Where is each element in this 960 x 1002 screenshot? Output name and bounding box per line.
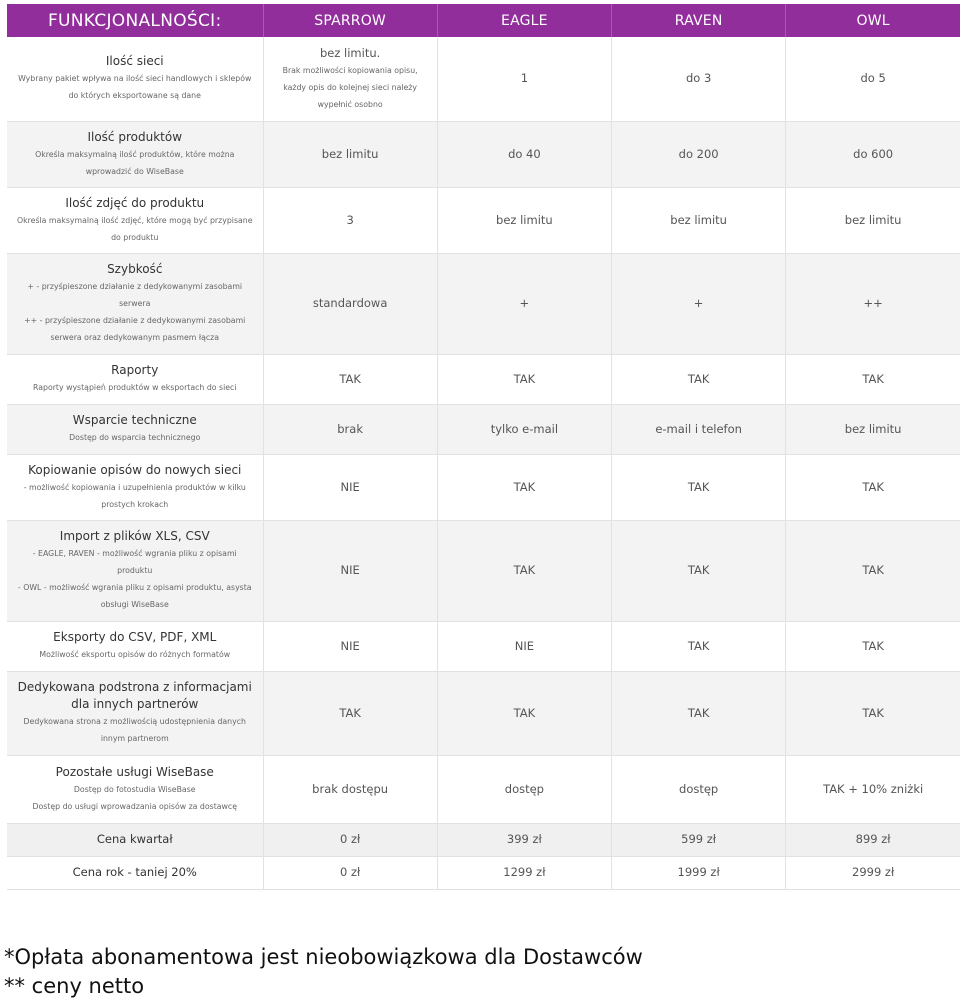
value-cell-eagle: [437, 671, 611, 755]
feature-name: Wsparcie techniczne: [72, 413, 197, 427]
feature-cell: [7, 454, 263, 520]
price-cell-owl: [786, 856, 960, 889]
feature-description: serwera: [119, 299, 151, 308]
value-cell-raven: [612, 187, 786, 253]
plan-value: brak dostępu: [312, 781, 389, 796]
header-plan-owl: OWL: [786, 4, 960, 37]
plan-value: TAK: [862, 705, 884, 720]
feature-cell: [7, 121, 263, 187]
feature-description: produktu: [117, 566, 153, 575]
value-cell-eagle: [437, 520, 611, 621]
table-row: [7, 121, 960, 187]
feature-description: - EAGLE, RAVEN - możliwość wgrania pliku z opisami: [32, 549, 237, 558]
value-cell-raven: [612, 121, 786, 187]
value-cell-sparrow: [263, 454, 437, 520]
value-cell-owl: [786, 671, 960, 755]
value-cell-owl: [786, 755, 960, 823]
plan-value: brak: [337, 421, 363, 436]
plan-value: TAK: [513, 479, 536, 494]
plan-value: do 3: [685, 71, 712, 86]
table-row: [7, 354, 960, 404]
header-features: FUNKCJONALNOŚCI:: [7, 4, 263, 37]
value-cell-sparrow: [263, 253, 437, 354]
plan-value: ++: [863, 296, 883, 310]
price-value: 899 zł: [855, 832, 891, 846]
value-cell-sparrow: [263, 404, 437, 454]
plan-value: TAK: [862, 638, 884, 653]
feature-description: Dostęp do fotostudia WiseBase: [73, 784, 196, 794]
feature-name: Import z plików XLS, CSV: [59, 529, 210, 543]
feature-description: prostych krokach: [101, 499, 169, 509]
feature-cell: [7, 621, 263, 671]
feature-description: ++ - przyśpieszone działanie z dedykowanymi zasobami: [24, 316, 246, 325]
plan-value: +: [519, 296, 530, 310]
price-value: 0 zł: [339, 865, 361, 879]
value-cell-sparrow: [263, 37, 437, 121]
price-cell-sparrow: [263, 856, 437, 889]
value-cell-raven: [612, 520, 786, 621]
plan-value: TAK: [687, 705, 710, 720]
value-cell-sparrow: [263, 755, 437, 823]
price-value: 2999 zł: [852, 865, 895, 879]
feature-cell: [7, 187, 263, 253]
plan-value: 1: [520, 71, 529, 86]
value-cell-sparrow: [263, 121, 437, 187]
plan-value-note: Brak możliwości kopiowania opisu,: [282, 65, 418, 75]
plan-value-note: wypełnić osobno: [317, 99, 383, 109]
price-cell-owl: [786, 823, 960, 856]
feature-description: innym partnerom: [100, 734, 169, 743]
plan-value: TAK: [339, 705, 361, 720]
plan-value: TAK: [862, 563, 884, 577]
price-value: 399 zł: [506, 832, 542, 846]
value-cell-eagle: [437, 253, 611, 354]
value-cell-owl: [786, 621, 960, 671]
feature-cell: [7, 37, 263, 121]
table-header: [7, 4, 960, 37]
plan-value: do 40: [508, 146, 541, 161]
plan-value: TAK: [513, 563, 536, 577]
value-cell-raven: [612, 454, 786, 520]
plan-value: do 5: [860, 71, 886, 86]
plan-value: NIE: [340, 563, 360, 577]
value-cell-raven: [612, 671, 786, 755]
table-row: [7, 187, 960, 253]
feature-cell: [7, 253, 263, 354]
header-plan-raven: RAVEN: [612, 4, 786, 37]
plan-value: bez limitu: [844, 421, 902, 436]
plan-value: TAK: [339, 371, 361, 386]
value-cell-raven: [612, 755, 786, 823]
value-cell-eagle: [437, 37, 611, 121]
price-cell-eagle: [437, 823, 611, 856]
feature-description: - możliwość kopiowania i uzupełnienia produktów w kilku: [23, 482, 246, 492]
price-value: 1299 zł: [503, 865, 546, 879]
price-cell-eagle: [437, 856, 611, 889]
feature-name: Dedykowana podstrona z informacjami dla innych partnerów: [17, 680, 252, 711]
feature-description: Określa maksymalną ilość produktów, które można: [35, 149, 235, 159]
price-value: 1999 zł: [677, 865, 720, 879]
price-row: [7, 823, 960, 856]
price-cell-raven: [612, 823, 786, 856]
plan-value: bez limitu.: [319, 45, 381, 60]
footnote: *Opłata abonamentowa jest nieobowiązkowa dla Dostawców: [4, 945, 643, 969]
header-plan-eagle: EAGLE: [437, 4, 611, 37]
value-cell-raven: [612, 621, 786, 671]
plan-value: TAK: [687, 479, 710, 494]
feature-cell: [7, 520, 263, 621]
plan-value: standardowa: [312, 296, 388, 310]
feature-description: Raporty wystąpień produktów w eksportach do sieci: [32, 383, 237, 392]
value-cell-raven: [612, 37, 786, 121]
plan-value: bez limitu: [496, 212, 553, 227]
value-cell-owl: [786, 454, 960, 520]
plan-value: do 600: [853, 146, 894, 161]
table-row: [7, 454, 960, 520]
feature-description: serwera oraz dedykowanym pasmem łącza: [50, 333, 220, 342]
feature-name: Szybkość: [107, 262, 163, 276]
plan-value: TAK: [513, 705, 536, 720]
feature-name: Ilość produktów: [87, 129, 183, 144]
value-cell-eagle: [437, 121, 611, 187]
value-cell-raven: [612, 253, 786, 354]
plan-value: +: [693, 296, 704, 310]
table-row: [7, 671, 960, 755]
value-cell-sparrow: [263, 187, 437, 253]
value-cell-eagle: [437, 755, 611, 823]
feature-name: Ilość zdjęć do produktu: [65, 195, 205, 210]
value-cell-owl: [786, 253, 960, 354]
table-row: [7, 520, 960, 621]
value-cell-raven: [612, 404, 786, 454]
plan-value: NIE: [340, 479, 360, 494]
value-cell-sparrow: [263, 621, 437, 671]
feature-name: Raporty: [111, 363, 159, 377]
value-cell-raven: [612, 354, 786, 404]
pricing-table: [7, 4, 960, 890]
value-cell-eagle: [437, 187, 611, 253]
feature-cell: [7, 354, 263, 404]
plan-value: dostęp: [679, 781, 719, 796]
value-cell-owl: [786, 520, 960, 621]
feature-description: Dostęp do usługi wprowadzania opisów za dostawcę: [32, 801, 238, 811]
plan-value: NIE: [340, 638, 360, 653]
feature-name: Eksporty do CSV, PDF, XML: [53, 630, 217, 644]
price-cell-sparrow: [263, 823, 437, 856]
table-row: [7, 755, 960, 823]
plan-value: TAK: [687, 371, 710, 386]
value-cell-owl: [786, 37, 960, 121]
price-label: Cena rok - taniej 20%: [72, 865, 197, 879]
value-cell-eagle: [437, 621, 611, 671]
table-row: [7, 253, 960, 354]
value-cell-sparrow: [263, 671, 437, 755]
feature-description: Określa maksymalną ilość zdjęć, które mogą być przypisane: [16, 215, 253, 225]
plan-value: dostęp: [504, 781, 544, 796]
feature-description: do produktu: [111, 232, 159, 242]
table-row: [7, 404, 960, 454]
feature-cell: [7, 755, 263, 823]
price-cell-raven: [612, 856, 786, 889]
price-label-cell: [7, 856, 263, 889]
plan-value: bez limitu: [844, 212, 902, 227]
feature-description: - OWL - możliwość wgrania pliku z opisami produktu, asysta: [17, 583, 252, 592]
feature-cell: [7, 671, 263, 755]
table-row: [7, 621, 960, 671]
footnote: ** ceny netto: [4, 974, 145, 998]
value-cell-owl: [786, 121, 960, 187]
feature-description: + - przyśpieszone działanie z dedykowanymi zasobami: [27, 282, 243, 291]
feature-description: Wybrany pakiet wpływa na ilość sieci handlowych i sklepów: [18, 74, 252, 84]
plan-value: TAK + 10% zniżki: [823, 781, 924, 796]
feature-name: Pozostałe usługi WiseBase: [55, 764, 214, 779]
value-cell-sparrow: [263, 354, 437, 404]
plan-value: bez limitu: [321, 146, 379, 161]
price-label: Cena kwartał: [96, 832, 173, 846]
value-cell-owl: [786, 354, 960, 404]
plan-value: TAK: [687, 638, 710, 653]
plan-value: TAK: [513, 371, 536, 386]
value-cell-eagle: [437, 354, 611, 404]
plan-value: do 200: [678, 146, 719, 161]
feature-description: Dostęp do wsparcia technicznego: [69, 433, 201, 442]
feature-description: Możliwość eksportu opisów do różnych formatów: [39, 650, 231, 659]
price-value: 599 zł: [681, 832, 717, 846]
feature-description: obsługi WiseBase: [100, 600, 169, 609]
plan-value: TAK: [862, 371, 884, 386]
plan-value: tylko e-mail: [490, 421, 559, 436]
value-cell-eagle: [437, 404, 611, 454]
value-cell-sparrow: [263, 520, 437, 621]
header-plan-sparrow: SPARROW: [263, 4, 437, 37]
price-value: 0 zł: [339, 832, 361, 846]
plan-value: bez limitu: [670, 212, 727, 227]
value-cell-owl: [786, 187, 960, 253]
price-label-cell: [7, 823, 263, 856]
plan-value: TAK: [687, 563, 710, 577]
plan-value-note: każdy opis do kolejnej sieci należy: [283, 82, 418, 92]
feature-description: do których eksportowane są dane: [68, 91, 201, 101]
table-row: [7, 37, 960, 121]
price-row: [7, 856, 960, 889]
value-cell-eagle: [437, 454, 611, 520]
feature-cell: [7, 404, 263, 454]
feature-description: Dedykowana strona z możliwością udostępnienia danych: [23, 717, 246, 726]
plan-value: NIE: [514, 638, 534, 653]
footnotes: [4, 943, 643, 1001]
feature-name: Ilość sieci: [105, 54, 164, 69]
plan-value: e-mail i telefon: [655, 421, 742, 436]
plan-value: TAK: [862, 479, 884, 494]
value-cell-owl: [786, 404, 960, 454]
feature-name: Kopiowanie opisów do nowych sieci: [28, 462, 242, 477]
feature-description: wprowadzić do WiseBase: [85, 166, 184, 176]
plan-value: 3: [346, 212, 354, 227]
